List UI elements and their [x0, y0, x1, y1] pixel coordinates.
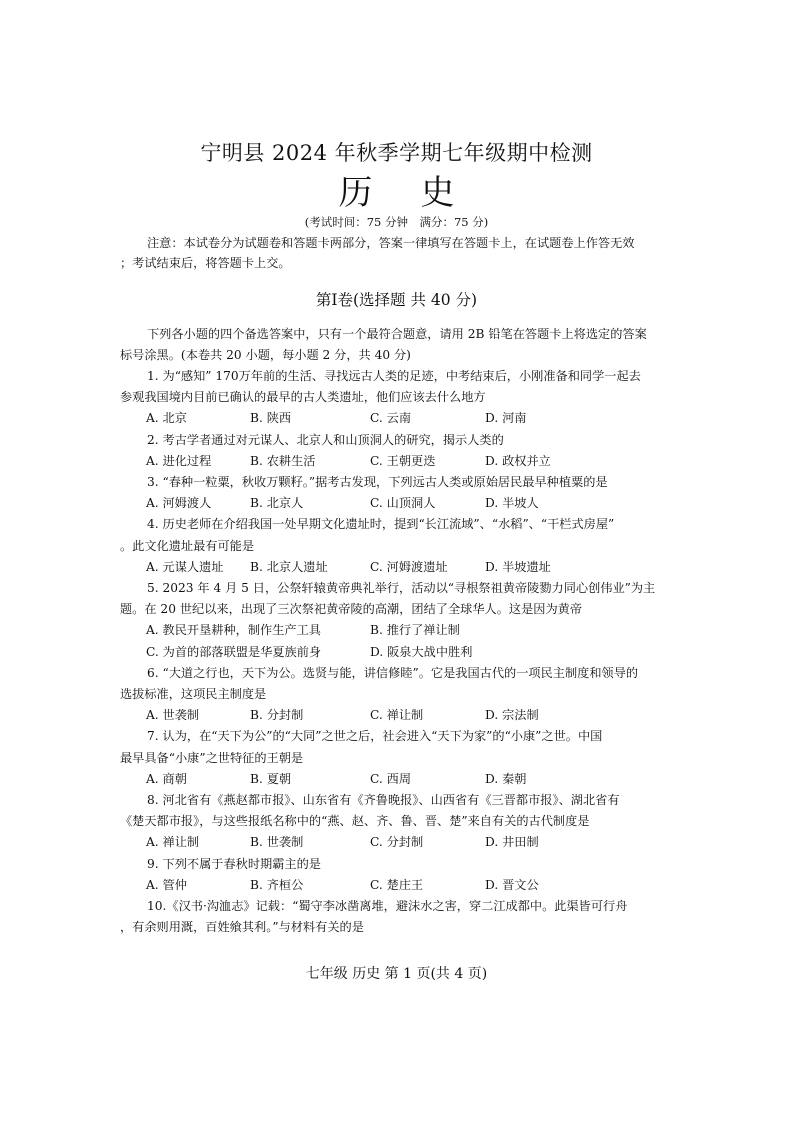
question-7-option: A. 商朝 [146, 771, 187, 786]
question-4-option: B. 北京人遗址 [250, 559, 328, 574]
question-1-option: A. 北京 [146, 411, 187, 426]
question-6-option: B. 分封制 [250, 708, 304, 723]
question-9-line-1: 9. 下列不属于春秋时期霸主的是 [147, 856, 321, 871]
question-6-line-2: 选拔标准，这项民主制度是 [120, 687, 267, 701]
question-6-option: A. 世袭制 [146, 708, 200, 723]
question-7-option: C. 西周 [370, 771, 412, 786]
notice-line-1: 注意：本试卷分为试题卷和答题卡两部分，答案一律填写在答题卡上，在试题卷上作答无效 [147, 236, 635, 250]
question-10-line-2: ，有余则用溉，百姓飨其利。”与材料有关的是 [120, 920, 364, 935]
section-intro-1: 下列各小题的四个备选答案中，只有一个最符合题意，请用 2B 铅笔在答题卡上将选定的答案 [147, 327, 647, 341]
question-1-option: D. 河南 [485, 411, 527, 426]
question-2-option: A. 进化过程 [146, 453, 212, 468]
question-3-line-1: 3. “春种一粒粟，秋收万颗籽。”据考古发现，下列远古人类或原始居民最早种植粟的是 [147, 475, 608, 489]
question-1-option: C. 云南 [370, 411, 412, 426]
page-footer: 七年级 历史 第 1 页(共 4 页) [305, 966, 488, 982]
question-1-line-2: 参观我国境内目前已确认的最早的古人类遗址，他们应该去什么地方 [120, 390, 486, 405]
question-2-option: B. 农耕生活 [250, 453, 316, 468]
question-7-line-2: 最早具备“小康”之世特征的王朝是 [120, 750, 304, 765]
question-3-option: B. 北京人 [250, 496, 304, 511]
question-7-option: B. 夏朝 [250, 771, 292, 786]
question-8-line-2: 《楚天都市报》，与这些报纸名称中的“燕、赵、齐、鲁、晋、楚”来自有关的古代制度是 [120, 814, 590, 829]
question-8-option: B. 世袭制 [250, 835, 304, 850]
question-5-option: C. 为首的部落联盟是华夏族前身 [146, 644, 322, 659]
question-8-option: C. 分封制 [370, 835, 424, 850]
exam-info: (考试时间：75 分钟 满分：75 分) [304, 215, 489, 229]
question-3-option: C. 山顶洞人 [370, 496, 436, 511]
question-8-option: A. 禅让制 [146, 835, 200, 850]
question-7-option: D. 秦朝 [485, 771, 527, 786]
question-9-option: D. 晋文公 [485, 877, 539, 892]
exam-title: 宁明县 2024 年秋季学期七年级期中检测 [200, 141, 593, 165]
section-title: 第Ⅰ卷(选择题 共 40 分) [315, 291, 478, 309]
question-1-line-1: 1. 为“感知” 170万年前的生活、寻找远古人类的足迹，中考结束后，小刚准备和同学一起去 [147, 369, 641, 383]
question-2-option: C. 王朝更迭 [370, 453, 436, 468]
question-4-option: D. 半坡遗址 [485, 559, 551, 574]
question-5-line-2: 题。在 20 世纪以来，出现了三次祭祀黄帝陵的高潮，团结了全球华人。这是因为黄帝 [120, 602, 583, 617]
question-3-option: A. 河姆渡人 [146, 496, 212, 511]
question-4-option: A. 元谋人遗址 [146, 559, 224, 574]
question-3-option: D. 半坡人 [485, 496, 539, 511]
question-4-line-2: 。此文化遗址最有可能是 [120, 538, 255, 553]
question-6-option: C. 禅让制 [370, 708, 424, 723]
question-1-option: B. 陕西 [250, 411, 292, 426]
section-intro-2: 标号涂黑。(本卷共 20 小题，每小题 2 分，共 40 分) [120, 348, 411, 362]
question-5-option: B. 推行了禅让制 [370, 623, 460, 638]
question-5-option: A. 教民开垦耕种，制作生产工具 [146, 623, 321, 638]
notice-line-2: ；考试结束后，将答题卡上交。 [120, 256, 291, 270]
question-5-option: D. 阪泉大战中胜利 [370, 644, 473, 659]
question-8-line-1: 8. 河北省有《燕赵都市报》、山东省有《齐鲁晚报》、山西省有《三晋都市报》、湖北省有 [147, 793, 620, 807]
question-6-line-1: 6. “大道之行也，天下为公。选贤与能，讲信修睦”。它是我国古代的一项民主制度和领导的 [147, 665, 639, 680]
question-9-option: B. 齐桓公 [250, 877, 304, 892]
question-5-line-1: 5. 2023 年 4 月 5 日，公祭轩辕黄帝典礼举行，活动以“寻根祭祖黄帝陵勠力同心创伟业”为主 [147, 581, 656, 595]
question-2-option: D. 政权并立 [485, 453, 551, 468]
question-9-option: A. 管仲 [146, 877, 187, 892]
question-9-option: C. 楚庄王 [370, 877, 424, 892]
question-2-line-1: 2. 考古学者通过对元谋人、北京人和山顶洞人的研究，揭示人类的 [147, 432, 504, 447]
question-7-line-1: 7. 认为，在“天下为公”的“大同”之世之后，社会进入“天下为家”的“小康”之世。中国 [147, 729, 603, 744]
question-8-option: D. 井田制 [485, 835, 539, 850]
question-6-option: D. 宗法制 [485, 708, 539, 723]
question-10-line-1: 10.《汉书·沟洫志》记载：“蜀守李冰凿离堆，避沫水之害，穿二江成都中。此渠皆可行舟 [147, 899, 628, 913]
subject-title: 历史 [338, 173, 503, 213]
question-4-line-1: 4. 历史老师在介绍我国一处早期文化遗址时，提到“长江流域”、“水稻”、“干栏式房屋” [147, 517, 615, 532]
question-4-option: C. 河姆渡遗址 [370, 559, 448, 574]
